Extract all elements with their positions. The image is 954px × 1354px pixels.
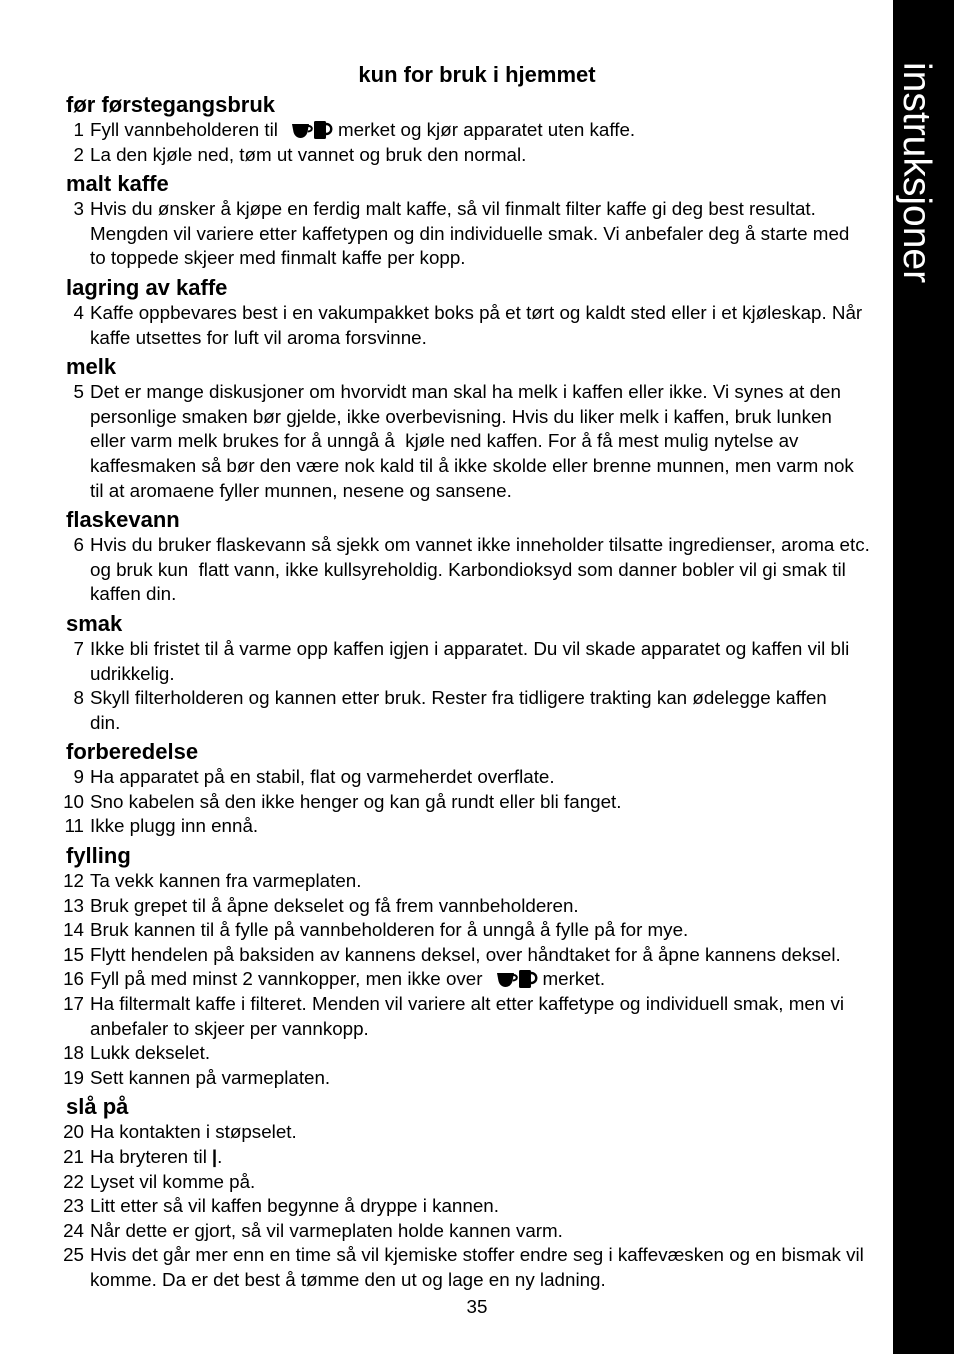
item-number: 25 <box>63 1244 84 1266</box>
item-number: 14 <box>63 919 84 941</box>
section-switch-on <box>0 1094 893 1292</box>
page-number: 35 <box>466 1296 488 1317</box>
item-text-line: kaffe utsettes for luft vil aroma forsvinne. <box>90 326 427 348</box>
item-number: 4 <box>73 301 84 323</box>
item-number: 9 <box>73 766 84 788</box>
item-number: 3 <box>73 198 84 220</box>
section-filling <box>0 843 893 1090</box>
item-text-line: og bruk kun flatt vann, ikke kullsyreholdig. Karbondioksyd som danner bobler vil gi smak til <box>90 558 846 580</box>
item-text-line: Flytt hendelen på baksiden av kannens deksel, over håndtaket for å åpne kannens deksel. <box>90 943 841 965</box>
section-heading: slå på <box>66 1094 129 1120</box>
item-text-line: La den kjøle ned, tøm ut vannet og bruk den normal. <box>90 143 527 165</box>
section-first-use <box>0 92 893 167</box>
item-text-line: Det er mange diskusjoner om hvorvidt man skal ha melk i kaffen eller ikke. Vi synes at den <box>90 381 841 403</box>
item-text-line: Lukk dekselet. <box>90 1042 211 1064</box>
instruction-item <box>0 1219 893 1244</box>
section-heading: lagring av kaffe <box>66 274 228 300</box>
item-number: 19 <box>63 1066 84 1088</box>
item-text <box>90 1170 255 1195</box>
instruction-item <box>0 814 893 839</box>
section-heading: flaskevann <box>66 507 180 533</box>
item-text <box>90 533 870 607</box>
item-text-line: to toppede skjeer med finmalt kaffe per kopp. <box>90 247 466 269</box>
item-text-line: kaffen din. <box>90 583 177 605</box>
item-text <box>90 1243 864 1292</box>
page-header-title: kun for bruk i hjemmet <box>358 62 596 87</box>
side-tab <box>893 0 954 1354</box>
section-heading: melk <box>66 354 117 380</box>
section-bottled-water <box>0 507 893 607</box>
item-text <box>90 380 854 503</box>
item-text <box>90 1145 222 1170</box>
coffee-cups-icon <box>495 969 539 989</box>
item-text-line: anbefaler to skjeer per vannkopp. <box>90 1017 369 1039</box>
item-text-line: Ikke bli fristet til å varme opp kaffen igjen i apparatet. Du vil skade apparatet og kaffen vil bli <box>90 637 850 659</box>
item-text-line: kaffesmaken så bør den være nok kald til å ikke skolde eller brenne munnen, men varm nok <box>90 454 854 476</box>
item-text-line: Ta vekk kannen fra varmeplaten. <box>90 870 362 892</box>
item-text <box>90 118 635 143</box>
coffee-cups-icon <box>290 120 334 140</box>
item-number: 24 <box>63 1219 84 1241</box>
item-text-line <box>90 118 635 143</box>
instruction-item <box>0 943 893 968</box>
item-number: 22 <box>63 1170 84 1192</box>
item-text-line: Sett kannen på varmeplaten. <box>90 1066 331 1088</box>
item-text <box>90 918 688 943</box>
section-ground-coffee <box>0 171 893 271</box>
item-number: 7 <box>73 637 84 659</box>
item-text-line: personlige smaken bør gjelde, ikke overbevisning. Hvis du liker melk i kaffen, bruk lunken <box>90 405 832 427</box>
item-text-before-icon: Fyll på med minst 2 vannkopper, men ikke over <box>90 968 483 990</box>
item-number: 20 <box>63 1121 84 1143</box>
item-text <box>90 1120 297 1145</box>
item-text <box>90 1219 563 1244</box>
item-text-line: Mengden vil variere etter kaffetypen og din individuelle smak. Vi anbefaler deg å starte med <box>90 222 850 244</box>
section-heading: smak <box>66 610 123 636</box>
item-text-line: Ha apparatet på en stabil, flat og varmeherdet overflate. <box>90 766 555 788</box>
item-number: 2 <box>73 143 84 165</box>
item-text-after-icon: merket. <box>542 968 606 990</box>
section-heading: malt kaffe <box>66 171 169 197</box>
item-text-line: komme. Da er det best å tømme den ut og lage en ny ladning. <box>90 1268 606 1290</box>
item-number: 13 <box>63 894 84 916</box>
item-text-line: Bruk grepet til å åpne dekselet og få frem vannbeholderen. <box>90 894 579 916</box>
item-number: 12 <box>63 870 84 892</box>
item-text-line: Litt etter så vil kaffen begynne å dryppe i kannen. <box>90 1195 499 1217</box>
instruction-item <box>0 790 893 815</box>
item-number: 15 <box>63 943 84 965</box>
item-number: 6 <box>73 534 84 556</box>
item-text-line: din. <box>90 711 121 733</box>
section-heading: før førstegangsbruk <box>66 92 276 117</box>
instruction-item <box>0 1145 893 1170</box>
section-heading: forberedelse <box>66 739 199 765</box>
item-text <box>90 686 827 735</box>
section-coffee-storage <box>0 275 893 350</box>
item-text-line: Ha filtermalt kaffe i filteret. Menden vil variere alt etter kaffetype og individuell smak, men vi <box>90 993 845 1015</box>
item-text <box>90 1194 499 1219</box>
item-number: 23 <box>63 1195 84 1217</box>
item-text-line: Skyll filterholderen og kannen etter bruk. Rester fra tidligere trakting kan ødelegge kaffen <box>90 687 827 709</box>
instruction-item <box>0 918 893 943</box>
side-tab-label: instruksjoner <box>895 62 938 284</box>
item-number: 16 <box>63 968 84 990</box>
item-text <box>90 790 621 815</box>
item-text-line: Lyset vil komme på. <box>90 1170 256 1192</box>
instruction-item <box>0 765 893 790</box>
instruction-item <box>0 637 893 686</box>
item-text-line: Kaffe oppbevares best i en vakumpakket boks på et tørt og kaldt sted eller i et kjøleskap. Når <box>90 301 863 323</box>
item-text <box>90 1041 210 1066</box>
item-text-line <box>90 1145 222 1170</box>
item-number: 17 <box>63 993 84 1015</box>
item-number: 1 <box>73 119 84 140</box>
instruction-item <box>0 1120 893 1145</box>
item-text-line: Hvis du ønsker å kjøpe en ferdig malt kaffe, så vil finmalt filter kaffe gi deg best resultat. <box>90 198 816 220</box>
item-text <box>90 894 579 919</box>
item-text <box>90 637 849 686</box>
instruction-item <box>0 301 893 350</box>
item-number: 18 <box>63 1042 84 1064</box>
instruction-item <box>0 967 893 992</box>
item-text <box>90 992 844 1041</box>
item-text-line <box>90 967 605 992</box>
item-text-after-symbol: . <box>217 1146 223 1167</box>
item-text <box>90 814 258 839</box>
instruction-item <box>0 1243 893 1292</box>
item-text <box>90 765 555 790</box>
item-number: 21 <box>63 1146 84 1167</box>
item-text <box>90 1066 330 1091</box>
item-text-after-icon: merket og kjør apparatet uten kaffe. <box>337 119 636 140</box>
instruction-item <box>0 1066 893 1091</box>
item-text-before-symbol: Ha bryteren til <box>90 1146 207 1167</box>
item-number: 5 <box>73 381 84 403</box>
section-taste <box>0 611 893 735</box>
item-number: 8 <box>73 687 84 709</box>
instruction-item <box>0 686 893 735</box>
instruction-item <box>0 118 893 143</box>
instruction-item <box>0 992 893 1041</box>
instruction-item <box>0 1170 893 1195</box>
item-text <box>90 943 841 968</box>
item-text-line: udrikkelig. <box>90 662 175 684</box>
item-text <box>90 301 862 350</box>
item-text-line: til at aromaene fyller munnen, nesene og sansene. <box>90 479 512 501</box>
item-text-line: Bruk kannen til å fylle på vannbeholderen for å unngå å fylle på for mye. <box>90 919 689 941</box>
instruction-item <box>0 1041 893 1066</box>
section-milk <box>0 354 893 503</box>
item-text <box>90 143 526 168</box>
item-text-line: eller varm melk brukes for å unngå å kjøle ned kaffen. For å få mest mulig nytelse av <box>90 430 799 452</box>
item-text-line: Sno kabelen så den ikke henger og kan gå rundt eller bli fanget. <box>90 790 622 812</box>
instruction-item <box>0 869 893 894</box>
item-text <box>90 869 361 894</box>
item-text-line: Hvis det går mer enn en time så vil kjemiske stoffer endre seg i kaffevæsken og en bismak vil <box>90 1244 864 1266</box>
item-text-line: Ha kontakten i støpselet. <box>90 1121 297 1143</box>
section-heading: fylling <box>66 843 131 869</box>
item-number: 11 <box>64 815 84 837</box>
item-text <box>90 197 849 271</box>
item-number: 10 <box>63 790 84 812</box>
instructions-body <box>0 92 893 1293</box>
section-preparation <box>0 739 893 839</box>
instruction-item <box>0 894 893 919</box>
instruction-item <box>0 143 893 168</box>
instruction-item <box>0 533 893 607</box>
item-text-before-icon: Fyll vannbeholderen til <box>90 119 278 140</box>
item-text-line: Når dette er gjort, så vil varmeplaten holde kannen varm. <box>90 1219 563 1241</box>
instruction-item <box>0 380 893 503</box>
item-text-line: Ikke plugg inn ennå. <box>90 815 259 837</box>
instruction-item <box>0 197 893 271</box>
instruction-item <box>0 1194 893 1219</box>
item-text <box>90 967 605 992</box>
power-on-symbol: | <box>211 1146 218 1167</box>
item-text-line: Hvis du bruker flaskevann så sjekk om vannet ikke inneholder tilsatte ingredienser, aroma etc. <box>90 534 870 556</box>
